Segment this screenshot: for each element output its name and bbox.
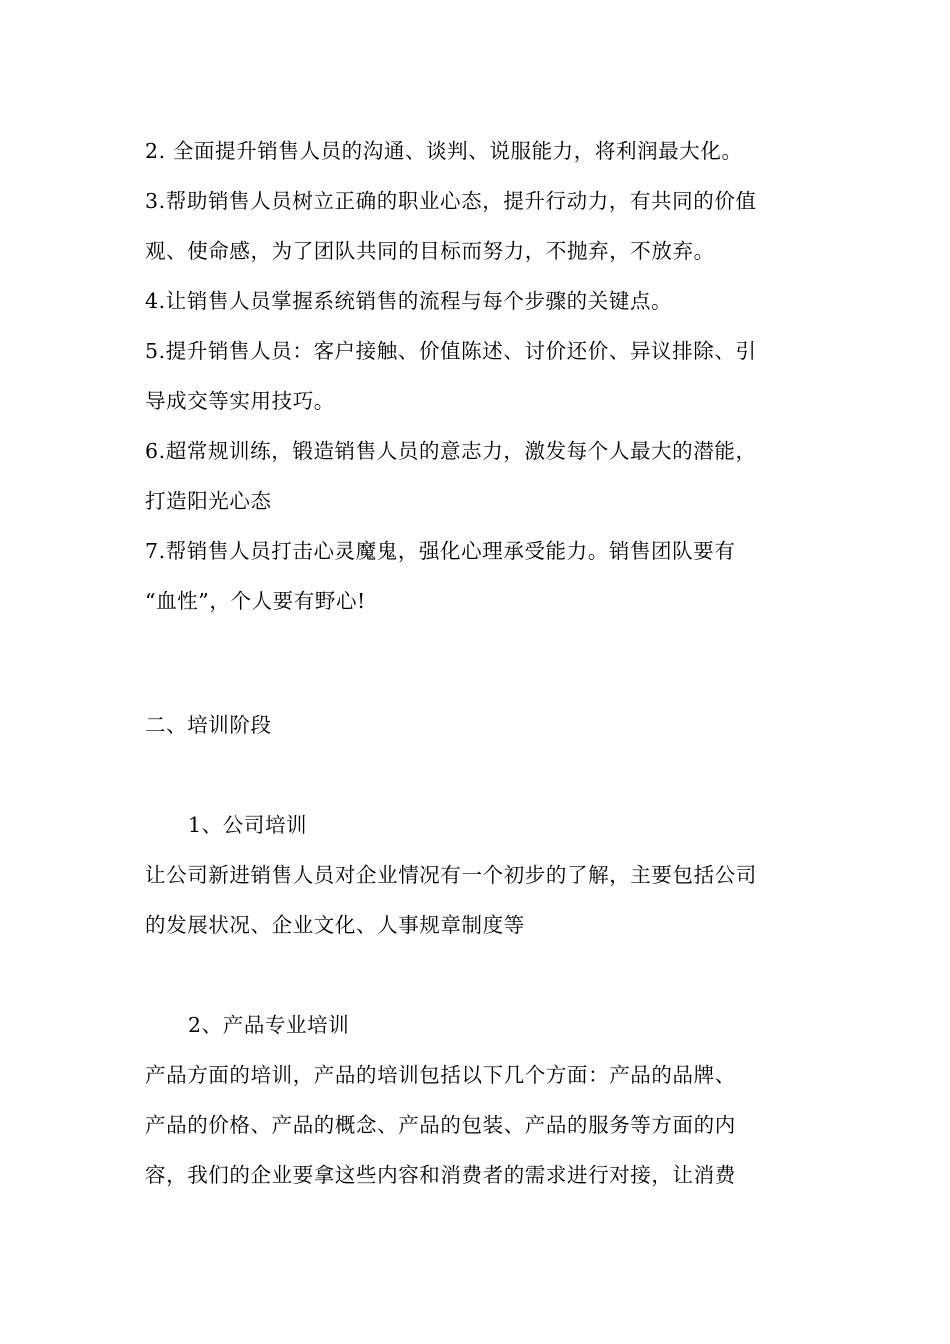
goal-2-line: 2. 全面提升销售人员的沟通、谈判、说服能力，将利润最大化。 [145, 139, 743, 163]
subsection-2-line-3: 容，我们的企业要拿这些内容和消费者的需求进行对接，让消费 [145, 1163, 736, 1187]
subsection-1-line-1: 让公司新进销售人员对企业情况有一个初步的了解，主要包括公司 [145, 863, 757, 887]
section-heading: 二、培训阶段 [145, 713, 272, 737]
goal-7-line-1: 7.帮销售人员打击心灵魔鬼，强化心理承受能力。销售团队要有 [145, 539, 736, 563]
subsection-2-line-2: 产品的价格、产品的概念、产品的包装、产品的服务等方面的内 [145, 1113, 736, 1137]
subsection-2-heading: 2、产品专业培训 [188, 1013, 350, 1037]
subsection-2-line-1: 产品方面的培训，产品的培训包括以下几个方面：产品的品牌、 [145, 1063, 736, 1087]
subsection-1-heading: 1、公司培训 [188, 813, 308, 837]
goal-4-line: 4.让销售人员掌握系统销售的流程与每个步骤的关键点。 [145, 289, 673, 313]
goal-6-line-2: 打造阳光心态 [145, 489, 272, 513]
goal-6-line-1: 6.超常规训练，锻造销售人员的意志力，激发每个人最大的潜能， [145, 439, 757, 463]
goal-3-line-1: 3.帮助销售人员树立正确的职业心态，提升行动力，有共同的价值 [145, 189, 757, 213]
subsection-1-line-2: 的发展状况、企业文化、人事规章制度等 [145, 913, 525, 937]
goal-7-line-2: “血性”，个人要有野心! [145, 589, 366, 613]
goal-3-line-2: 观、使命感，为了团队共同的目标而努力，不抛弃，不放弃。 [145, 239, 715, 263]
goal-5-line-2: 导成交等实用技巧。 [145, 389, 335, 413]
goal-5-line-1: 5.提升销售人员：客户接触、价值陈述、讨价还价、异议排除、引 [145, 339, 757, 363]
